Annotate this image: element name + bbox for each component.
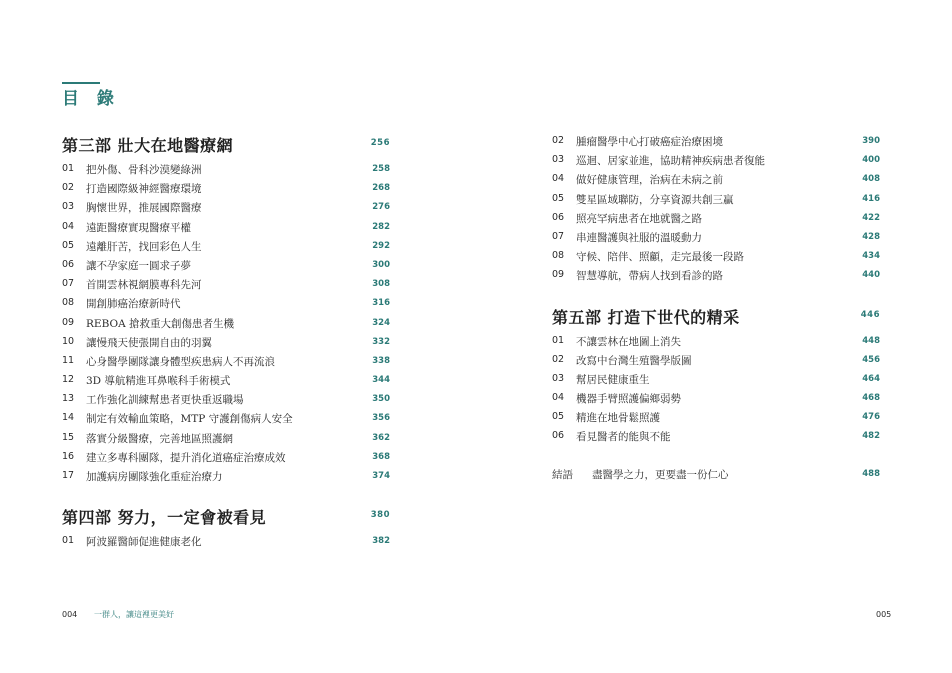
right-page-number: 005 bbox=[876, 610, 892, 619]
entry-number: 14 bbox=[62, 412, 75, 424]
toc-entry[interactable] bbox=[552, 352, 880, 371]
toc-entry[interactable] bbox=[552, 390, 880, 409]
entry-title: 讓不孕家庭一圓求子夢 bbox=[86, 259, 191, 272]
entry-number: 02 bbox=[552, 353, 565, 365]
entry-number: 01 bbox=[62, 535, 75, 547]
toc-entry[interactable] bbox=[552, 409, 880, 428]
entry-number: 07 bbox=[62, 278, 75, 290]
toc-entry[interactable] bbox=[62, 410, 390, 429]
entry-page: 308 bbox=[372, 279, 390, 290]
entry-number: 17 bbox=[62, 470, 75, 481]
toc-entry[interactable] bbox=[62, 430, 390, 449]
toc-entry[interactable] bbox=[552, 210, 880, 229]
part3-page: 256 bbox=[370, 138, 390, 148]
entry-page: 324 bbox=[372, 317, 390, 328]
entry-title: 看見醫者的能與不能 bbox=[576, 431, 671, 444]
right-toc-column bbox=[552, 133, 880, 486]
entry-number: 02 bbox=[62, 182, 75, 194]
toc-entry[interactable] bbox=[62, 180, 390, 199]
entry-title: 照亮罕病患者在地就醫之路 bbox=[576, 212, 702, 225]
part5-title-text: 第五部 打造下世代的精采 bbox=[552, 307, 740, 327]
entry-title: 精進在地骨鬆照護 bbox=[576, 412, 660, 425]
entry-page: 362 bbox=[372, 432, 390, 443]
entry-number: 01 bbox=[552, 334, 565, 346]
epilogue-label: 結語 bbox=[552, 468, 573, 481]
entry-page: 368 bbox=[372, 451, 390, 462]
entry-page: 434 bbox=[862, 251, 880, 262]
part3-title-text: 第三部 壯大在地醫療網 bbox=[62, 136, 234, 155]
entry-number: 06 bbox=[62, 258, 75, 270]
right-page bbox=[476, 0, 952, 673]
left-page-number: 004 bbox=[62, 610, 78, 619]
entry-number: 09 bbox=[552, 269, 565, 281]
part3-title[interactable] bbox=[62, 133, 390, 155]
entry-number: 07 bbox=[552, 230, 565, 242]
entry-page: 408 bbox=[862, 174, 880, 185]
entry-number: 01 bbox=[62, 163, 75, 174]
entry-number: 05 bbox=[552, 192, 565, 204]
part4-page: 380 bbox=[370, 510, 390, 521]
toc-entry[interactable] bbox=[62, 238, 390, 257]
epilogue-page: 488 bbox=[862, 468, 880, 479]
toc-entry[interactable] bbox=[552, 248, 880, 267]
entry-number: 04 bbox=[552, 392, 565, 404]
toc-entry[interactable] bbox=[552, 191, 880, 210]
entry-page: 300 bbox=[372, 259, 390, 270]
toc-heading-text: 目 錄 bbox=[62, 89, 120, 109]
entry-page: 468 bbox=[862, 393, 880, 404]
entry-number: 03 bbox=[62, 201, 75, 213]
toc-entry[interactable] bbox=[62, 161, 390, 180]
entry-page: 258 bbox=[372, 164, 390, 174]
epilogue-title: 盡醫學之力，更要盡一份仁心 bbox=[592, 468, 729, 481]
entry-title: 制定有效輸血策略，MTP 守護創傷病人安全 bbox=[86, 413, 293, 426]
toc-entry[interactable] bbox=[62, 257, 390, 276]
entry-number: 02 bbox=[552, 135, 565, 146]
entry-title: 落實分級醫療，完善地區照護網 bbox=[86, 432, 233, 445]
entry-title: 不讓雲林在地圖上消失 bbox=[576, 335, 681, 348]
toc-entry[interactable] bbox=[552, 152, 880, 171]
entry-page: 456 bbox=[862, 354, 880, 365]
entry-title: 把外傷、骨科沙漠變綠洲 bbox=[86, 164, 202, 176]
entry-number: 03 bbox=[552, 154, 565, 166]
part4-entry-list bbox=[62, 533, 390, 552]
toc-entry[interactable] bbox=[552, 229, 880, 248]
entry-page: 356 bbox=[372, 413, 390, 424]
entry-page: 338 bbox=[372, 355, 390, 366]
entry-number: 06 bbox=[552, 430, 565, 442]
toc-entry[interactable] bbox=[62, 219, 390, 238]
toc-entry[interactable] bbox=[62, 315, 390, 334]
entry-title: 巡迴、居家並進，協助精神疾病患者復能 bbox=[576, 155, 765, 168]
entry-page: 344 bbox=[372, 375, 390, 386]
toc-entry[interactable] bbox=[552, 133, 880, 152]
entry-page: 374 bbox=[372, 471, 390, 481]
entry-title: 首開雲林視網膜專科先河 bbox=[86, 279, 202, 292]
toc-entry[interactable] bbox=[552, 333, 880, 352]
running-footer-title: 一群人，讓這裡更美好 bbox=[94, 610, 174, 619]
entry-title: 機器手臂照護偏鄉弱勢 bbox=[576, 393, 681, 406]
entry-page: 416 bbox=[862, 193, 880, 204]
entry-number: 08 bbox=[62, 297, 75, 309]
entry-page: 332 bbox=[372, 336, 390, 347]
entry-page: 482 bbox=[862, 431, 880, 442]
entry-title: 腫瘤醫學中心打破癌症治療困境 bbox=[576, 136, 723, 148]
heading-rule bbox=[62, 82, 100, 84]
entry-title: 胸懷世界，推展國際醫療 bbox=[86, 202, 202, 215]
entry-title: 守候、陪伴、照顧，走完最後一段路 bbox=[576, 251, 744, 264]
entry-number: 08 bbox=[552, 250, 565, 262]
entry-number: 05 bbox=[62, 239, 75, 251]
part5-entry-list bbox=[552, 333, 880, 448]
toc-entry[interactable] bbox=[62, 353, 390, 372]
entry-title: 開創肺癌治療新時代 bbox=[86, 298, 181, 311]
part3-entry-list bbox=[62, 161, 390, 487]
toc-entry[interactable] bbox=[62, 295, 390, 314]
toc-entry[interactable] bbox=[62, 391, 390, 410]
entry-title: REBOA 搶救重大創傷患者生機 bbox=[86, 317, 235, 330]
toc-entry[interactable] bbox=[62, 334, 390, 353]
entry-page: 428 bbox=[862, 231, 880, 242]
toc-heading bbox=[62, 84, 120, 109]
entry-page: 390 bbox=[862, 136, 880, 146]
entry-number: 13 bbox=[62, 393, 75, 405]
entry-page: 400 bbox=[862, 155, 880, 166]
epilogue-entry[interactable] bbox=[552, 466, 880, 486]
entry-number: 09 bbox=[62, 316, 75, 328]
entry-title: 串連醫護與社服的溫暖動力 bbox=[576, 231, 702, 244]
toc-entry[interactable] bbox=[62, 276, 390, 295]
entry-title: 3D 導航精進耳鼻喉科手術模式 bbox=[86, 375, 231, 388]
toc-entry[interactable] bbox=[62, 468, 390, 487]
entry-number: 04 bbox=[552, 173, 565, 185]
entry-page: 292 bbox=[372, 240, 390, 251]
entry-number: 10 bbox=[62, 335, 75, 347]
entry-title: 智慧導航，帶病人找到看診的路 bbox=[576, 270, 723, 283]
entry-title: 工作強化訓練幫患者更快重返職場 bbox=[86, 394, 244, 407]
part4-title[interactable] bbox=[62, 505, 390, 527]
entry-page: 448 bbox=[862, 335, 880, 346]
left-toc-column bbox=[62, 133, 390, 552]
entry-title: 打造國際級神經醫療環境 bbox=[86, 183, 202, 196]
toc-entry[interactable] bbox=[552, 267, 880, 286]
toc-entry[interactable] bbox=[62, 533, 390, 552]
entry-number: 15 bbox=[62, 431, 75, 443]
entry-title: 雙星區域聯防，分享資源共創三贏 bbox=[576, 193, 734, 206]
entry-number: 11 bbox=[62, 354, 75, 366]
entry-page: 282 bbox=[372, 221, 390, 232]
toc-entry[interactable] bbox=[62, 372, 390, 391]
entry-number: 05 bbox=[552, 411, 565, 423]
entry-title: 心身醫學團隊讓身體型疾患病人不再流浪 bbox=[86, 355, 275, 368]
part5-title[interactable] bbox=[552, 305, 880, 327]
entry-page: 422 bbox=[862, 212, 880, 223]
entry-page: 316 bbox=[372, 298, 390, 309]
entry-title: 幫居民健康重生 bbox=[576, 373, 650, 386]
toc-entry[interactable] bbox=[552, 428, 880, 447]
entry-title: 遠離肝苦，找回彩色人生 bbox=[86, 240, 202, 253]
entry-number: 16 bbox=[62, 450, 75, 462]
entry-title: 做好健康管理，治病在未病之前 bbox=[576, 174, 723, 187]
entry-title: 改寫中台灣生殖醫學版圖 bbox=[576, 354, 692, 367]
entry-page: 476 bbox=[862, 412, 880, 423]
toc-entry[interactable] bbox=[62, 199, 390, 218]
part4-title-text: 第四部 努力，一定會被看見 bbox=[62, 508, 267, 528]
entry-page: 464 bbox=[862, 373, 880, 384]
entry-page: 382 bbox=[372, 536, 390, 547]
entry-title: 遠距醫療實現醫療平權 bbox=[86, 221, 191, 234]
entry-page: 276 bbox=[372, 202, 390, 213]
entry-number: 03 bbox=[552, 372, 565, 384]
entry-title: 加護病房團隊強化重症治療力 bbox=[86, 471, 223, 483]
part5-page: 446 bbox=[860, 309, 880, 320]
entry-title: 阿波羅醫師促進健康老化 bbox=[86, 536, 202, 549]
toc-entry[interactable] bbox=[552, 371, 880, 390]
entry-title: 讓慢飛天使張開自由的羽翼 bbox=[86, 336, 212, 349]
entry-page: 440 bbox=[862, 270, 880, 281]
entry-number: 06 bbox=[552, 211, 565, 223]
entry-page: 350 bbox=[372, 394, 390, 405]
entry-number: 04 bbox=[62, 220, 75, 232]
entry-title: 建立多專科團隊，提升消化道癌症治療成效 bbox=[86, 451, 286, 464]
entry-page: 268 bbox=[372, 183, 390, 194]
part4-continued-list bbox=[552, 133, 880, 287]
entry-number: 12 bbox=[62, 374, 75, 386]
toc-entry[interactable] bbox=[62, 449, 390, 468]
toc-entry[interactable] bbox=[552, 171, 880, 190]
